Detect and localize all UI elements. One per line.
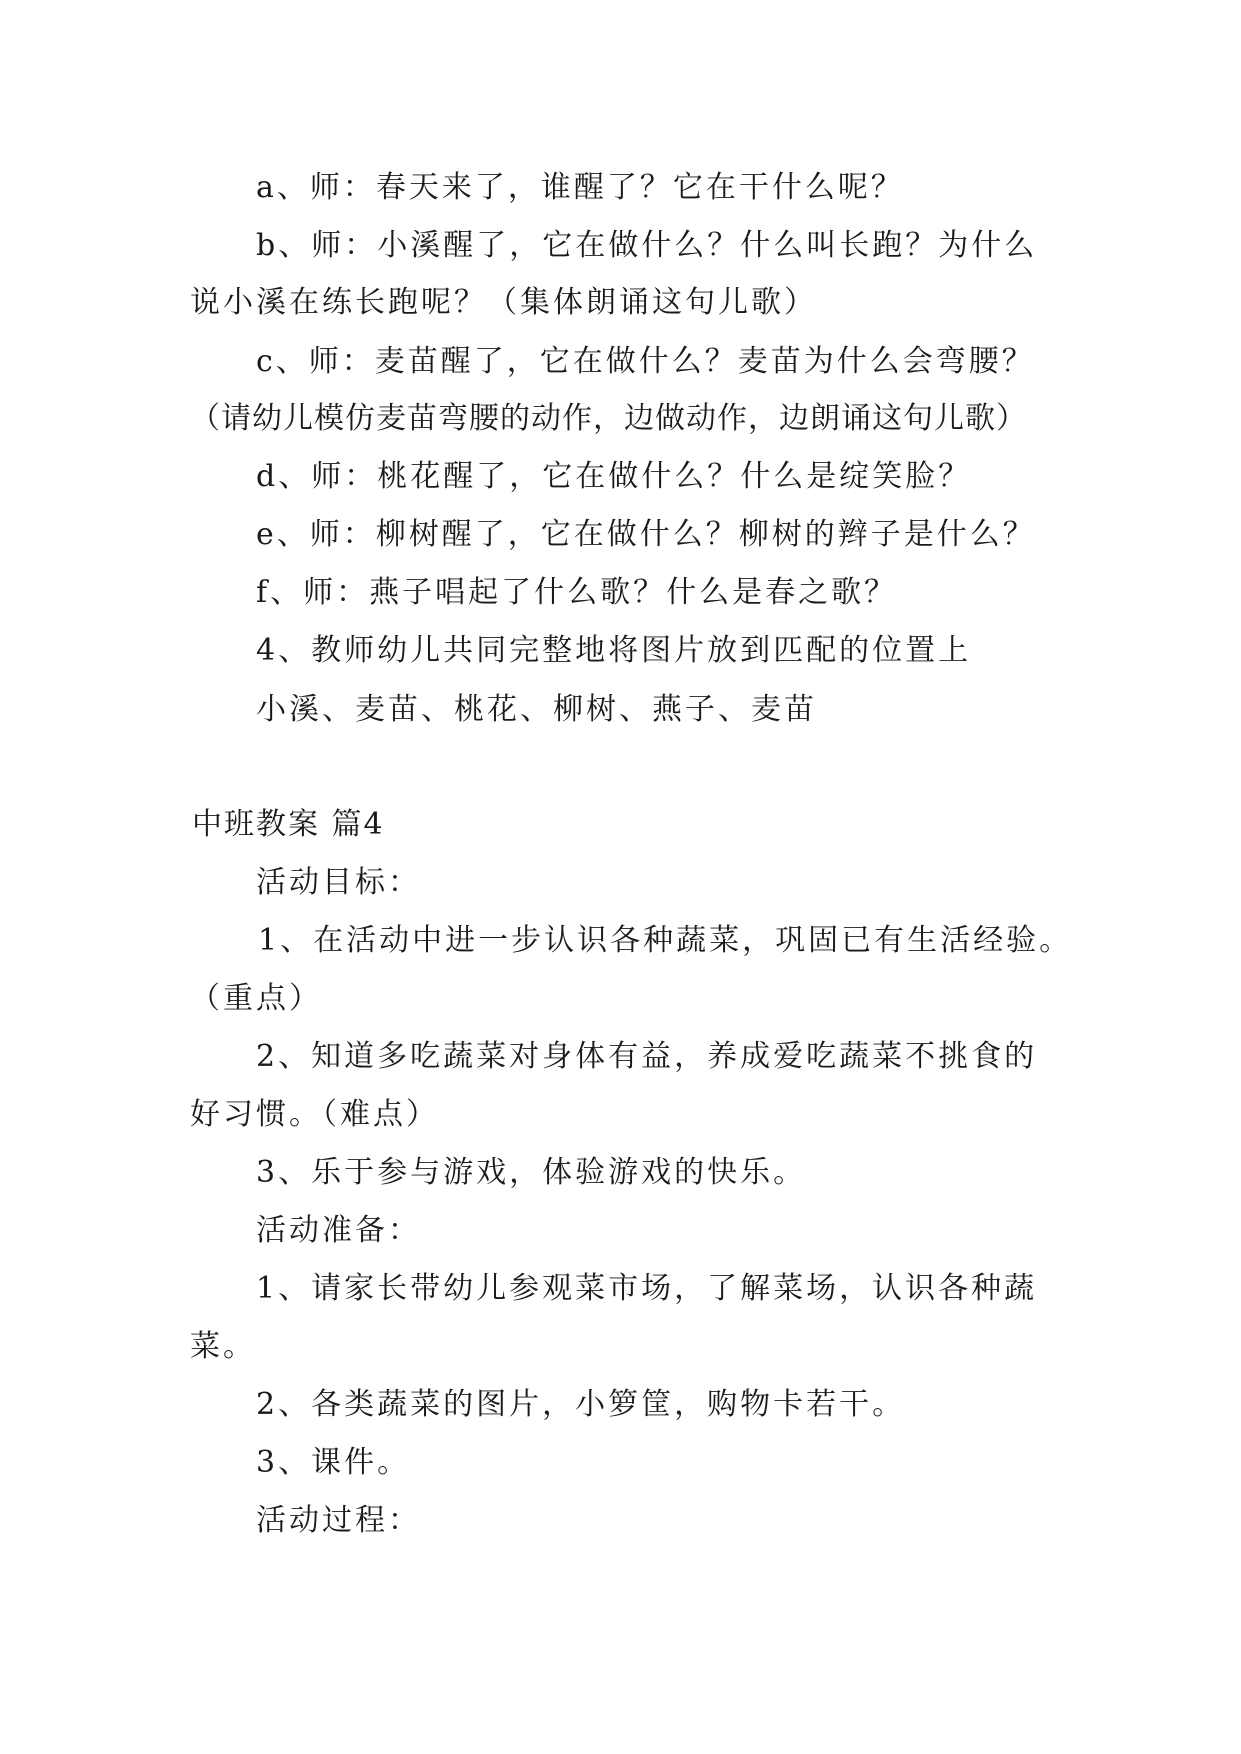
paragraph-line: 活动目标： <box>256 865 421 900</box>
paragraph-line: b、师：小溪醒了，它在做什么？什么叫长跑？为什么 <box>256 228 1038 263</box>
paragraph-line: 小溪、麦苗、桃花、柳树、燕子、麦苗 <box>256 692 817 727</box>
paragraph-line: 说小溪在练长跑呢？（集体朗诵这句儿歌） <box>190 285 817 320</box>
paragraph-line: 3、课件。 <box>256 1445 411 1480</box>
paragraph-line: e、师：柳树醒了，它在做什么？柳树的辫子是什么？ <box>256 517 1036 552</box>
paragraph-line: 1、在活动中进一步认识各种蔬菜，巩固已有生活经验。 <box>258 923 1073 958</box>
paragraph-line: 菜。 <box>190 1329 256 1364</box>
paragraph-line: 好习惯。（难点） <box>190 1097 439 1132</box>
section-title: 中班教案 篇4 <box>192 807 385 842</box>
paragraph-line: 2、各类蔬菜的图片，小箩筐，购物卡若干。 <box>256 1387 906 1422</box>
paragraph-line: 活动过程： <box>256 1503 421 1538</box>
paragraph-line: 活动准备： <box>256 1213 421 1248</box>
paragraph-line: （重点） <box>190 981 322 1016</box>
paragraph-line: 4、教师幼儿共同完整地将图片放到匹配的位置上 <box>256 633 972 668</box>
paragraph-line: 1、请家长带幼儿参观菜市场，了解菜场，认识各种蔬 <box>256 1271 1038 1306</box>
paragraph-line: f、师：燕子唱起了什么歌？什么是春之歌？ <box>256 575 898 610</box>
paragraph-line: 3、乐于参与游戏，体验游戏的快乐。 <box>256 1155 807 1190</box>
paragraph-line: 2、知道多吃蔬菜对身体有益，养成爱吃蔬菜不挑食的 <box>256 1039 1038 1074</box>
paragraph-line: d、师：桃花醒了，它在做什么？什么是绽笑脸？ <box>256 459 972 494</box>
paragraph-line: a、师：春天来了，谁醒了？它在干什么呢？ <box>256 170 904 205</box>
paragraph-line: （请幼儿模仿麦苗弯腰的动作，边做动作，边朗诵这句儿歌） <box>190 401 1027 436</box>
paragraph-line: c、师：麦苗醒了，它在做什么？麦苗为什么会弯腰？ <box>256 344 1035 379</box>
